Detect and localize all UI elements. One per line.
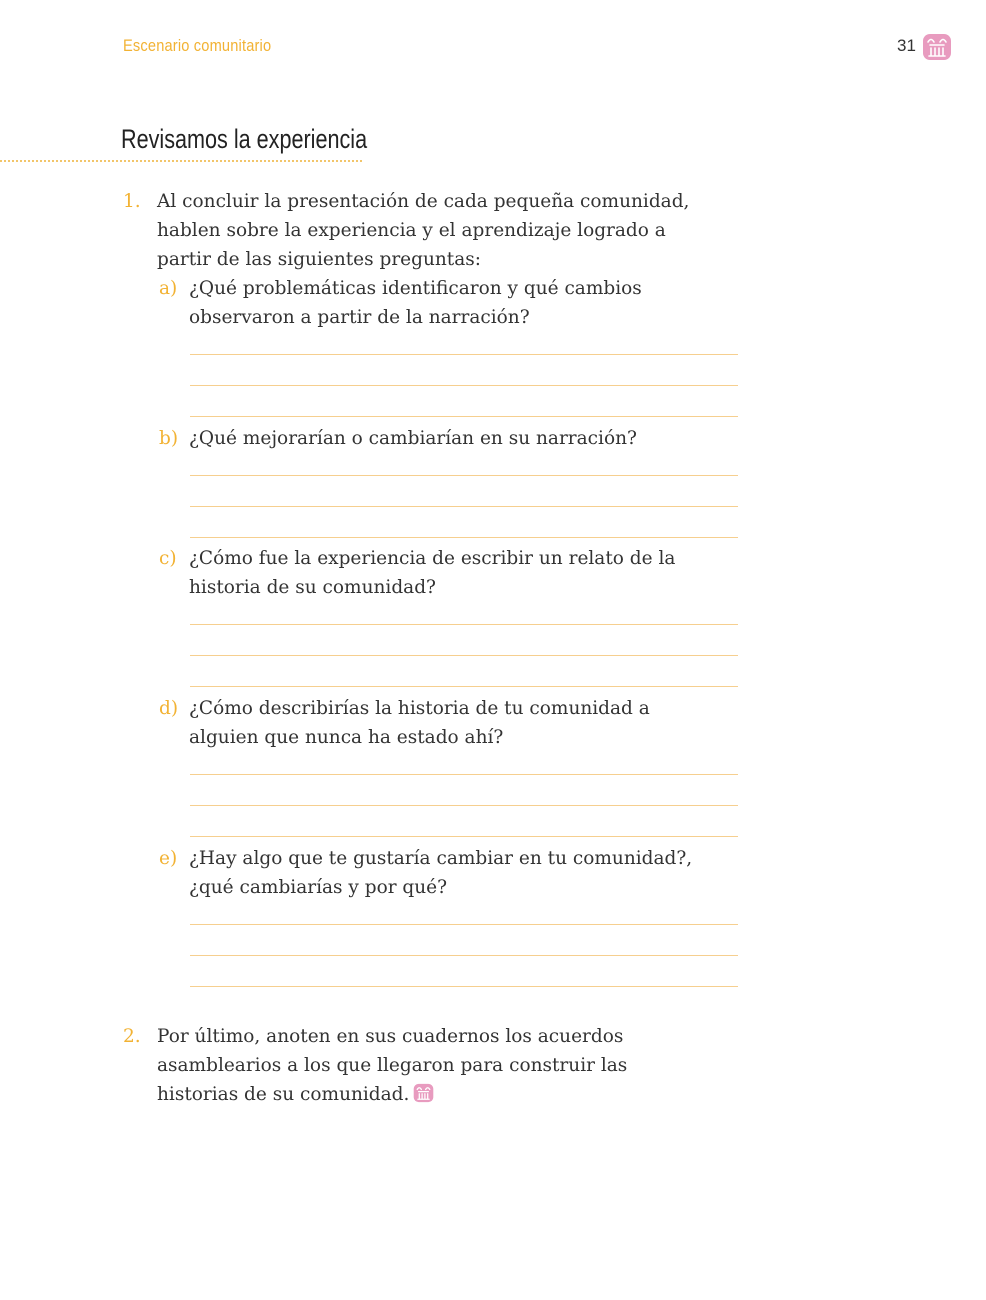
answer-line[interactable] <box>190 686 738 687</box>
answer-line[interactable] <box>190 624 738 625</box>
activity-text-line-last <box>157 1080 434 1109</box>
answer-line[interactable] <box>190 986 738 987</box>
question-text-line: ¿qué cambiarías y por qué? <box>189 877 448 898</box>
answer-line[interactable] <box>190 805 738 806</box>
question-letter: b) <box>159 428 179 449</box>
question-letter: d) <box>159 698 179 719</box>
activity-number: 2. <box>123 1026 141 1047</box>
activity-text-line: partir de las siguientes preguntas: <box>157 249 481 270</box>
question-text-line: ¿Qué mejorarían o cambiarían en su narración? <box>189 428 637 449</box>
section-title: Revisamos la experiencia <box>121 124 368 154</box>
question-text-line: ¿Qué problemáticas identificaron y qué cambios <box>189 278 642 299</box>
question-text-line: alguien que nunca ha estado ahí? <box>189 727 504 748</box>
activity-text-line: historias de su comunidad. <box>157 1084 410 1105</box>
page-number: 31 <box>897 36 916 55</box>
question-text-line: ¿Hay algo que te gustaría cambiar en tu comunidad?, <box>189 848 693 869</box>
answer-line[interactable] <box>190 385 738 386</box>
activity-number: 1. <box>123 191 141 212</box>
answer-line[interactable] <box>190 655 738 656</box>
question-letter: a) <box>159 278 178 299</box>
answer-line[interactable] <box>190 506 738 507</box>
answer-line[interactable] <box>190 955 738 956</box>
question-text-line: ¿Cómo describirías la historia de tu comunidad a <box>189 698 650 719</box>
answer-line[interactable] <box>190 354 738 355</box>
title-underline <box>0 160 362 162</box>
community-glyph-icon <box>922 33 952 61</box>
answer-line[interactable] <box>190 537 738 538</box>
section-name: Escenario comunitario <box>123 36 272 55</box>
question-letter: e) <box>159 848 178 869</box>
answer-line[interactable] <box>190 416 738 417</box>
activity-text-line: asamblearios a los que llegaron para construir las <box>157 1055 628 1076</box>
answer-line[interactable] <box>190 774 738 775</box>
question-text-line: observaron a partir de la narración? <box>189 307 530 328</box>
question-letter: c) <box>159 548 177 569</box>
activity-text-line: hablen sobre la experiencia y el aprendizaje logrado a <box>157 220 666 241</box>
answer-line[interactable] <box>190 924 738 925</box>
question-text-line: ¿Cómo fue la experiencia de escribir un relato de la <box>189 548 676 569</box>
community-glyph-icon <box>413 1083 434 1103</box>
answer-line[interactable] <box>190 836 738 837</box>
question-text-line: historia de su comunidad? <box>189 577 436 598</box>
activity-text-line: Por último, anoten en sus cuadernos los acuerdos <box>157 1026 624 1047</box>
answer-line[interactable] <box>190 475 738 476</box>
activity-text-line: Al concluir la presentación de cada pequeña comunidad, <box>157 191 690 212</box>
